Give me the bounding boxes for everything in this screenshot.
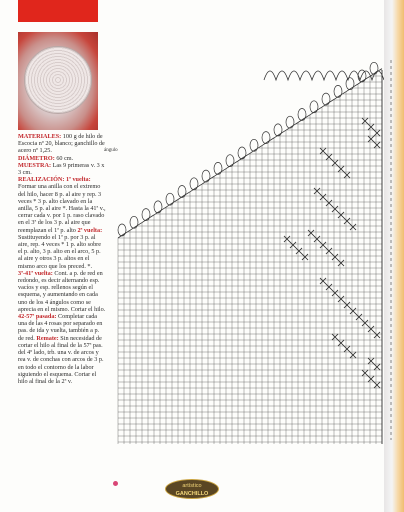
picot-loop xyxy=(154,201,162,213)
instructions-text xyxy=(18,133,106,385)
red-header-tab xyxy=(18,0,98,22)
logo-line1: artístico xyxy=(182,483,202,489)
picot-loop xyxy=(250,139,258,151)
diametro-text: 60 cm. xyxy=(56,154,74,162)
crochet-chart-svg xyxy=(114,58,386,450)
vuelta3-text: Cont. a p. de red en redondo, es decir alternando esp. vacíos y esp. rellenos según el esquema, y aumentando en cada uno de los 4 ángulos como se aprecia en el mismo. Cortar el hilo. xyxy=(18,269,106,313)
picot-loop xyxy=(310,101,318,113)
picot-loop xyxy=(322,93,330,105)
picot-loop xyxy=(214,162,222,174)
pink-dot-marker xyxy=(113,481,118,486)
picot-loop xyxy=(142,209,150,221)
remate-text: Sin necesidad de cortar el hilo al final de la 57ª pas. del 4º lado, trb. una v. de arcos y rea v. de conchas con arcos de 3 p. en todo el contorno de la labor siguiendo el esquema. Cortar el hilo al final de la 2ª v. xyxy=(18,334,104,385)
picot-loop xyxy=(226,155,234,167)
next-page-edge xyxy=(384,0,404,512)
realizacion-label: REALIZACIÓN: 1ª vuelta: xyxy=(18,176,91,184)
doily-photo xyxy=(18,32,98,130)
pasada42-label: 42-57ª pasada: xyxy=(18,313,57,321)
doily-image xyxy=(24,46,92,114)
picot-loop xyxy=(262,132,270,144)
picot-loop xyxy=(238,147,246,159)
picot-loop xyxy=(130,216,138,228)
materiales-text: 100 g de hilo de Escocia nº 20, blanco; ganchillo de acero nº 1,25. xyxy=(18,133,105,155)
rose-motif xyxy=(284,118,380,388)
picot-loop xyxy=(190,178,198,190)
muestra-label: MUESTRA: xyxy=(18,161,52,169)
picot-loop xyxy=(286,116,294,128)
picot-loop xyxy=(370,62,378,74)
picot-loop xyxy=(178,186,186,198)
next-page-stripe xyxy=(390,60,392,440)
remate-label: Remate: xyxy=(36,334,59,342)
diametro-label: DIÁMETRO: xyxy=(18,154,55,162)
picot-loop xyxy=(298,109,306,121)
materiales-label: MATERIALES: xyxy=(18,133,62,140)
vuelta2-text: Sustituyendo el 1ª p. por 3 p. al aire, rep. 4 veces * 1 p. alto sobre el p. alto, 3 p. alto en el arco, 5 p. al aire y otros 3 p. altos en el mismo arco que los preced. *. xyxy=(18,233,101,270)
chart-grid xyxy=(118,70,382,444)
vuelta3-label: 3ª-41ª vuelta: xyxy=(18,269,53,277)
pasada42-text: Completar cada una de las 4 rosas por separado en pas. de ida y vuelta, también a p. de red. xyxy=(18,313,103,342)
picot-loop xyxy=(202,170,210,182)
vuelta2-label: 2ª vuelta: xyxy=(77,226,103,234)
crochet-chart xyxy=(114,58,386,450)
artistico-ganchillo-logo xyxy=(165,479,219,499)
picot-loop xyxy=(274,124,282,136)
logo-line2: GANCHILLO xyxy=(175,491,209,497)
realizacion-text: Formar una anilla con el extremo del hilo, hacer 8 p. al aire y rep. 3 veces * 3 p. alto clavado en la anilla, 5 p. al aire *. Hasta la 41ª v., cerrar cada v. por 1 p. raso clavado en el 3ª de los 3 p. al aire que reemplazan el 1ª p. alto xyxy=(18,183,106,234)
picot-loop xyxy=(346,78,354,90)
angle-label: ángulo xyxy=(104,148,118,153)
picot-loop xyxy=(118,224,126,236)
muestra-text: Las 9 primeras v. 3 x 3 cm. xyxy=(18,161,105,177)
picot-loop xyxy=(334,85,342,97)
picot-loop xyxy=(166,193,174,205)
